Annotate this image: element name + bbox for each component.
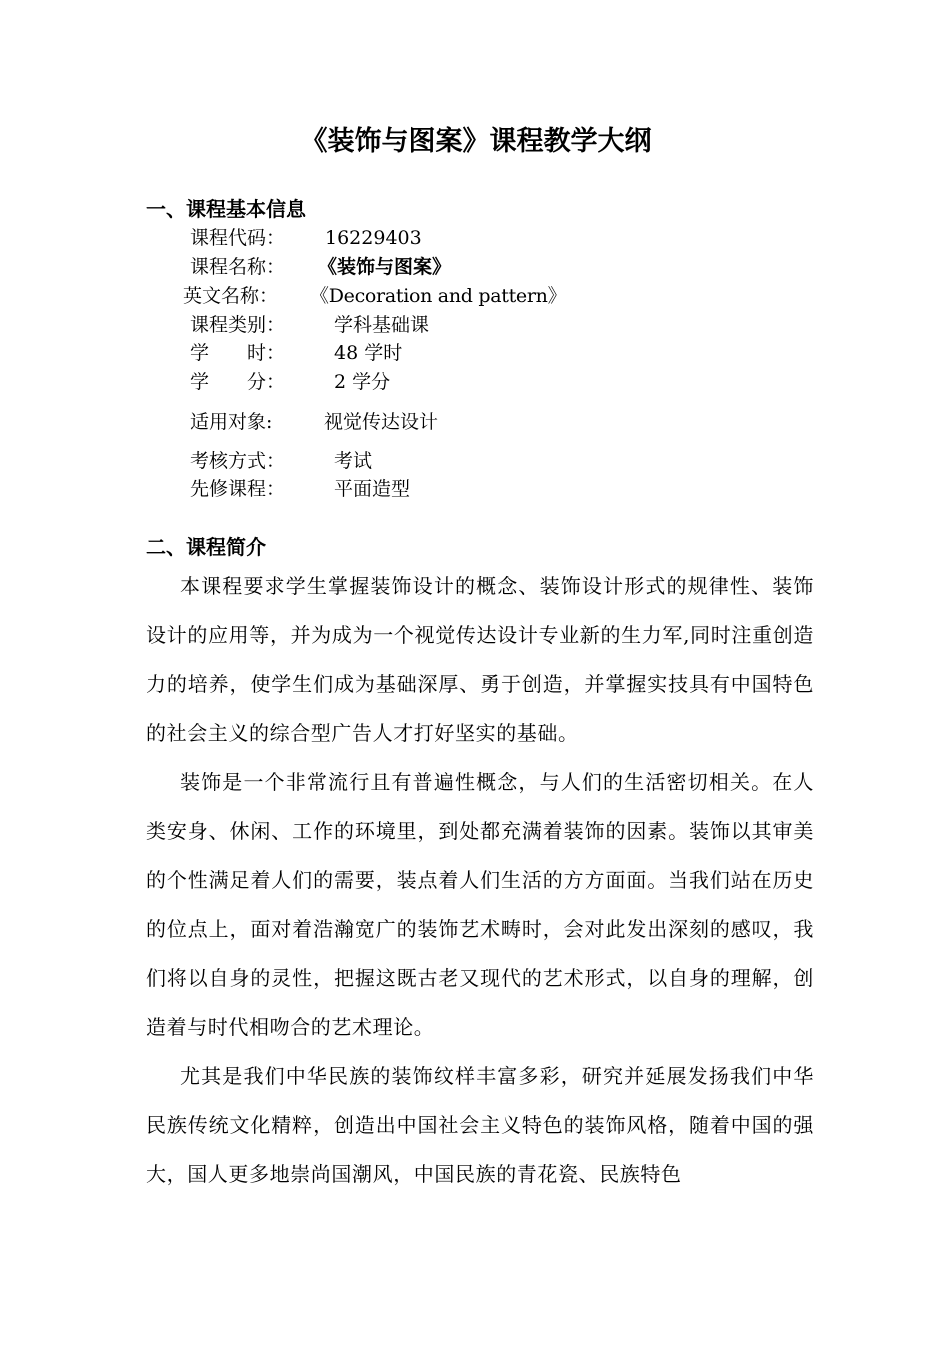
intro-paragraph: 尤其是我们中华民族的装饰纹样丰富多彩，研究并延展发扬我们中华民族传统文化精粹，创造出中国社会主义特色的装饰风格，随着中国的强大，国人更多地崇尚国潮风，中国民族的青花瓷、民族特色 bbox=[146, 1064, 814, 1186]
info-label: 适用对象: bbox=[190, 411, 273, 433]
info-value: 48 学时 bbox=[334, 342, 403, 364]
info-value: 2 学分 bbox=[334, 371, 391, 393]
info-value: 平面造型 bbox=[334, 478, 411, 500]
info-row-english-name bbox=[183, 282, 567, 310]
intro-paragraph: 装饰是一个非常流行且有普遍性概念，与人们的生活密切相关。在人类安身、休闲、工作的环境里，到处都充满着装饰的因素。装饰以其审美的个性满足着人们的需要，装点着人们生活的方方面面。当我们站在历史的位点上，面对着浩瀚宽广的装饰艺术畴时，会对此发出深刻的感叹，我们将以自身的灵性，把握这既古老又现代的艺术形式，以自身的理解，创造着与时代相吻合的艺术理论。 bbox=[146, 770, 814, 1039]
info-value: 学科基础课 bbox=[334, 314, 430, 336]
info-row-course-name bbox=[190, 253, 452, 281]
section-heading-course-intro: 二、课程简介 bbox=[146, 535, 266, 559]
info-value: 考试 bbox=[334, 450, 373, 472]
info-label: 学 分： bbox=[190, 371, 286, 393]
info-row-assessment bbox=[190, 447, 373, 475]
info-row-prerequisite bbox=[190, 475, 411, 503]
intro-paragraph: 本课程要求学生掌握装饰设计的概念、装饰设计形式的规律性、装饰设计的应用等，并为成为一个视觉传达设计专业新的生力军,同时注重创造力的培养，使学生们成为基础深厚、勇于创造，并掌握实技具有中国特色的社会主义的综合型广告人才打好坚实的基础。 bbox=[146, 574, 814, 745]
info-value: 视觉传达设计 bbox=[324, 411, 439, 433]
info-row-credits bbox=[190, 368, 391, 396]
info-value: 《Decoration and pattern》 bbox=[310, 285, 567, 307]
info-label: 英文名称： bbox=[183, 285, 279, 307]
info-value: 16229403 bbox=[325, 227, 422, 249]
info-label: 考核方式： bbox=[190, 450, 286, 472]
info-label: 课程类别： bbox=[190, 314, 286, 336]
info-row-course-code bbox=[190, 224, 422, 252]
info-label: 学 时： bbox=[190, 342, 286, 364]
info-label: 先修课程： bbox=[190, 478, 286, 500]
info-row-hours bbox=[190, 339, 403, 367]
info-row-course-category bbox=[190, 311, 430, 339]
course-intro-body bbox=[146, 562, 814, 1199]
info-value: 《装饰与图案》 bbox=[318, 256, 452, 278]
document-title: 《装饰与图案》课程教学大纲 bbox=[300, 126, 652, 157]
info-label: 课程代码： bbox=[190, 227, 286, 249]
section-heading-basic-info: 一、课程基本信息 bbox=[146, 197, 306, 221]
info-row-target-audience bbox=[190, 408, 439, 436]
info-label: 课程名称： bbox=[190, 256, 286, 278]
